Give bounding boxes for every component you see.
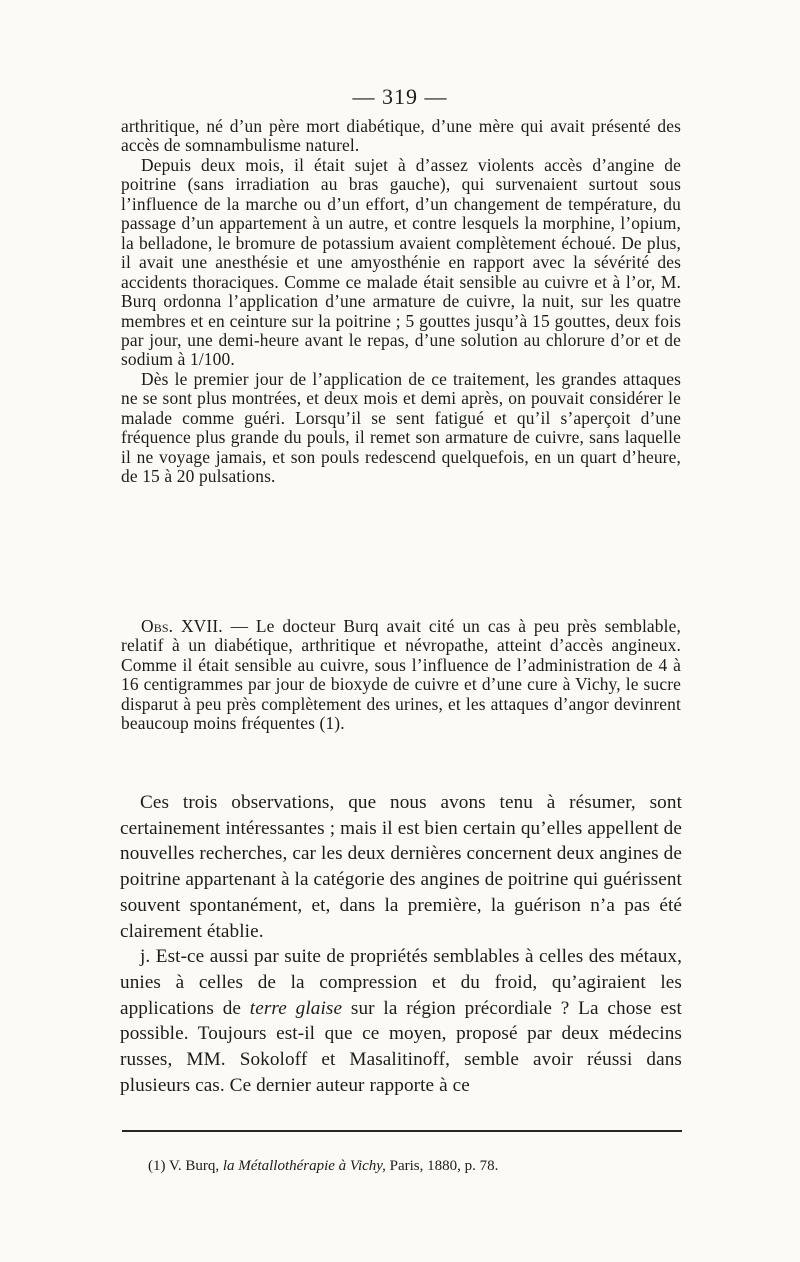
paragraph: Ces trois observations, que nous avons tenu à résumer, sont certainement intéressantes ; mais il est bien certain qu’elles appellent de nouvelles recherches, car les deux dernières concernent deux angines de poitrine appartenant à la catégorie des angines de poitrine qui guérissent souvent spontanément, et, dans la première, la guérison n’a pas été clairement établie. [120, 792, 682, 942]
paragraph: Dès le premier jour de l’application de ce traitement, les grandes attaques ne se sont plus montrées, et deux mois et demi après, on pouvait considérer le malade comme guéri. Lorsqu’il se sent fatigué et qu’il s’aperçoit d’une fréquence plus grande du pouls, il remet son armature de cuivre, sans laquelle il ne voyage jamais, et son pouls redescend quelquefois, en un quart d’heure, de 15 à 20 pulsations. [121, 368, 681, 487]
paragraph: arthritique, né d’un père mort diabétique, d’une mère qui avait présenté des accès de somnambulisme naturel. [121, 116, 681, 156]
page-number: — 319 — [352, 84, 448, 109]
footnote-divider [122, 1130, 682, 1132]
footnote: (1) V. Burq, la Métallothérapie à Vichy, Paris, 1880, p. 78. [148, 1158, 499, 1174]
paragraph [121, 617, 681, 734]
observation-xvii [121, 617, 681, 734]
paragraph: j. Est-ce aussi par suite de propriétés semblables à celles des métaux, unies à celles de la compression et du froid, qu’agiraient les applications de terre glaise sur la région précordiale ? La chose est possible. Toujours est-il que ce moyen, proposé par deux médecins russes, MM. Sokoloff et Masalitinoff, semble avoir réussi dans plusieurs cas. Ce dernier auteur rapporte à ce [120, 946, 682, 1096]
emphasis: terre glaise [249, 997, 343, 1019]
footnote-title: la Métallothérapie à Vichy, [222, 1158, 386, 1174]
discussion-section [120, 790, 682, 1098]
observation-text: — Le docteur Burq avait cité un cas à peu près semblable, relatif à un diabétique, arthritique et névropathe, atteint d’accès angineux. Comme il était sensible au cuivre, sous l’influence de l’administration de 4 à 16 centigrammes par jour de bioxyde de cuivre et d’une cure à Vichy, le sucre disparut à peu près complètement des urines, et les attaques d’angor devinrent beaucoup moins fréquentes (1). [121, 616, 681, 734]
observation-label: Obs. XVII. [141, 616, 223, 636]
paragraph: Depuis deux mois, il était sujet à d’assez violents accès d’angine de poitrine (sans irradiation au bras gauche), qui survenaient surtout sous l’influence de la marche ou d’un effort, d’un changement de température, du passage d’un appartement à un autre, et contre lesquels la morphine, l’opium, la belladone, le bromure de potassium avaient complètement échoué. De plus, il avait une anesthésie et une amyosthénie en rapport avec la sévérité des accidents thoraciques. Comme ce malade était sensible au cuivre et à l’or, M. Burq ordonna l’application d’une armature de cuivre, la nuit, sur les quatre membres et en ceinture sur la poitrine ; 5 gouttes jusqu’à 15 gouttes, deux fois par jour, une demi-heure avant le repas, d’une solution au chlorure d’or et de sodium à 1/100. [121, 154, 681, 370]
observation-xvi-continuation [121, 117, 681, 487]
